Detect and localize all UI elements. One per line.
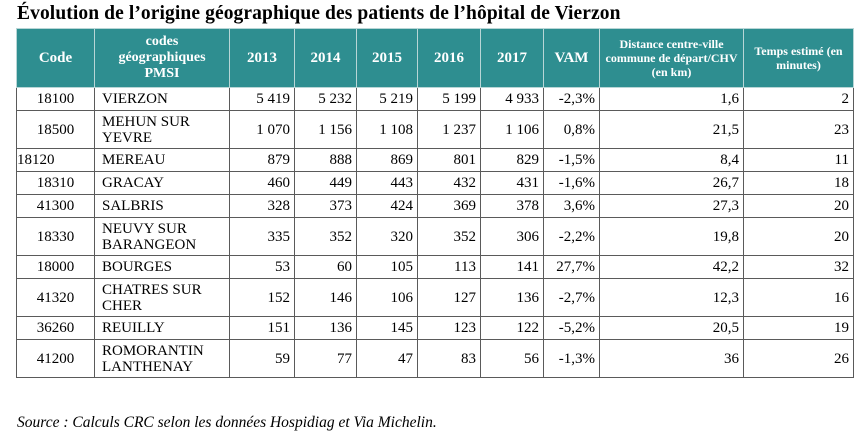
- cell-y2016: 352: [418, 218, 481, 256]
- cell-time: 20: [744, 218, 854, 256]
- cell-y2014: 77: [295, 340, 357, 378]
- cell-code: 41320: [17, 279, 95, 317]
- cell-commune: BOURGES: [95, 256, 230, 279]
- cell-vam: -2,2%: [544, 218, 600, 256]
- cell-y2017: 306: [481, 218, 544, 256]
- cell-y2016: 801: [418, 149, 481, 172]
- cell-distance: 42,2: [600, 256, 744, 279]
- cell-y2016: 113: [418, 256, 481, 279]
- cell-y2015: 320: [357, 218, 418, 256]
- cell-code: 36260: [17, 317, 95, 340]
- cell-y2015: 105: [357, 256, 418, 279]
- cell-y2013: 151: [230, 317, 295, 340]
- cell-y2017: 136: [481, 279, 544, 317]
- cell-commune: ROMORANTIN LANTHENAY: [95, 340, 230, 378]
- cell-y2015: 145: [357, 317, 418, 340]
- cell-y2015: 47: [357, 340, 418, 378]
- cell-time: 19: [744, 317, 854, 340]
- header-2015: 2015: [357, 29, 418, 88]
- cell-y2014: 449: [295, 172, 357, 195]
- cell-y2016: 369: [418, 195, 481, 218]
- cell-vam: -5,2%: [544, 317, 600, 340]
- cell-distance: 20,5: [600, 317, 744, 340]
- cell-commune: NEUVY SUR BARANGEON: [95, 218, 230, 256]
- table-row: [17, 279, 854, 317]
- header-2013: 2013: [230, 29, 295, 88]
- cell-code: 18310: [17, 172, 95, 195]
- table-row: [17, 172, 854, 195]
- header-2017: 2017: [481, 29, 544, 88]
- cell-distance: 27,3: [600, 195, 744, 218]
- table-row: [17, 340, 854, 378]
- cell-y2017: 56: [481, 340, 544, 378]
- cell-y2016: 127: [418, 279, 481, 317]
- cell-y2013: 328: [230, 195, 295, 218]
- cell-vam: -1,3%: [544, 340, 600, 378]
- cell-y2015: 106: [357, 279, 418, 317]
- table-title: Évolution de l’origine géographique des patients de l’hôpital de Vierzon: [17, 3, 621, 24]
- cell-y2017: 378: [481, 195, 544, 218]
- cell-y2015: 443: [357, 172, 418, 195]
- cell-y2015: 5 219: [357, 88, 418, 111]
- cell-y2016: 123: [418, 317, 481, 340]
- cell-commune: MEHUN SUR YEVRE: [95, 111, 230, 149]
- cell-vam: -1,6%: [544, 172, 600, 195]
- cell-y2017: 1 106: [481, 111, 544, 149]
- cell-code: 18120: [17, 149, 95, 172]
- cell-y2013: 152: [230, 279, 295, 317]
- cell-time: 2: [744, 88, 854, 111]
- cell-time: 20: [744, 195, 854, 218]
- header-2016: 2016: [418, 29, 481, 88]
- cell-code: 41300: [17, 195, 95, 218]
- cell-commune: SALBRIS: [95, 195, 230, 218]
- cell-y2014: 373: [295, 195, 357, 218]
- cell-vam: -1,5%: [544, 149, 600, 172]
- cell-y2013: 335: [230, 218, 295, 256]
- cell-distance: 36: [600, 340, 744, 378]
- cell-time: 11: [744, 149, 854, 172]
- cell-y2016: 432: [418, 172, 481, 195]
- header-time: Temps estimé (en minutes): [744, 29, 854, 88]
- cell-distance: 21,5: [600, 111, 744, 149]
- cell-y2014: 1 156: [295, 111, 357, 149]
- cell-commune: REUILLY: [95, 317, 230, 340]
- patients-origin-table: [16, 28, 854, 378]
- cell-y2017: 141: [481, 256, 544, 279]
- cell-vam: -2,3%: [544, 88, 600, 111]
- table-row: [17, 195, 854, 218]
- cell-distance: 26,7: [600, 172, 744, 195]
- header-row: [17, 29, 854, 88]
- cell-vam: 27,7%: [544, 256, 600, 279]
- cell-code: 18500: [17, 111, 95, 149]
- cell-y2014: 146: [295, 279, 357, 317]
- cell-distance: 1,6: [600, 88, 744, 111]
- cell-commune: CHATRES SUR CHER: [95, 279, 230, 317]
- cell-commune: MEREAU: [95, 149, 230, 172]
- cell-time: 26: [744, 340, 854, 378]
- cell-y2014: 888: [295, 149, 357, 172]
- cell-y2017: 4 933: [481, 88, 544, 111]
- cell-commune: VIERZON: [95, 88, 230, 111]
- cell-y2016: 5 199: [418, 88, 481, 111]
- table-row: [17, 111, 854, 149]
- cell-vam: 3,6%: [544, 195, 600, 218]
- cell-y2017: 431: [481, 172, 544, 195]
- cell-time: 23: [744, 111, 854, 149]
- cell-y2014: 352: [295, 218, 357, 256]
- cell-y2017: 122: [481, 317, 544, 340]
- cell-y2013: 460: [230, 172, 295, 195]
- table-row: [17, 317, 854, 340]
- cell-code: 18100: [17, 88, 95, 111]
- cell-y2014: 136: [295, 317, 357, 340]
- source-note: Source : Calculs CRC selon les données Hospidiag et Via Michelin.: [17, 414, 437, 431]
- table-row: [17, 256, 854, 279]
- cell-y2013: 59: [230, 340, 295, 378]
- header-distance: Distance centre-ville commune de départ/CHV (en km): [600, 29, 744, 88]
- table-row: [17, 88, 854, 111]
- cell-y2016: 1 237: [418, 111, 481, 149]
- cell-distance: 19,8: [600, 218, 744, 256]
- cell-y2015: 869: [357, 149, 418, 172]
- cell-code: 41200: [17, 340, 95, 378]
- cell-y2017: 829: [481, 149, 544, 172]
- cell-y2015: 1 108: [357, 111, 418, 149]
- cell-distance: 8,4: [600, 149, 744, 172]
- cell-vam: -2,7%: [544, 279, 600, 317]
- cell-y2013: 879: [230, 149, 295, 172]
- table-row: [17, 218, 854, 256]
- cell-y2013: 1 070: [230, 111, 295, 149]
- cell-vam: 0,8%: [544, 111, 600, 149]
- cell-time: 16: [744, 279, 854, 317]
- cell-code: 18000: [17, 256, 95, 279]
- header-code: Code: [17, 29, 95, 88]
- header-vam: VAM: [544, 29, 600, 88]
- cell-y2015: 424: [357, 195, 418, 218]
- cell-y2014: 60: [295, 256, 357, 279]
- cell-y2013: 53: [230, 256, 295, 279]
- header-pmsi-codes: codes géographiques PMSI: [95, 29, 230, 88]
- cell-distance: 12,3: [600, 279, 744, 317]
- cell-code: 18330: [17, 218, 95, 256]
- header-2014: 2014: [295, 29, 357, 88]
- cell-time: 18: [744, 172, 854, 195]
- table-row: [17, 149, 854, 172]
- cell-y2016: 83: [418, 340, 481, 378]
- cell-commune: GRACAY: [95, 172, 230, 195]
- cell-y2013: 5 419: [230, 88, 295, 111]
- cell-y2014: 5 232: [295, 88, 357, 111]
- cell-time: 32: [744, 256, 854, 279]
